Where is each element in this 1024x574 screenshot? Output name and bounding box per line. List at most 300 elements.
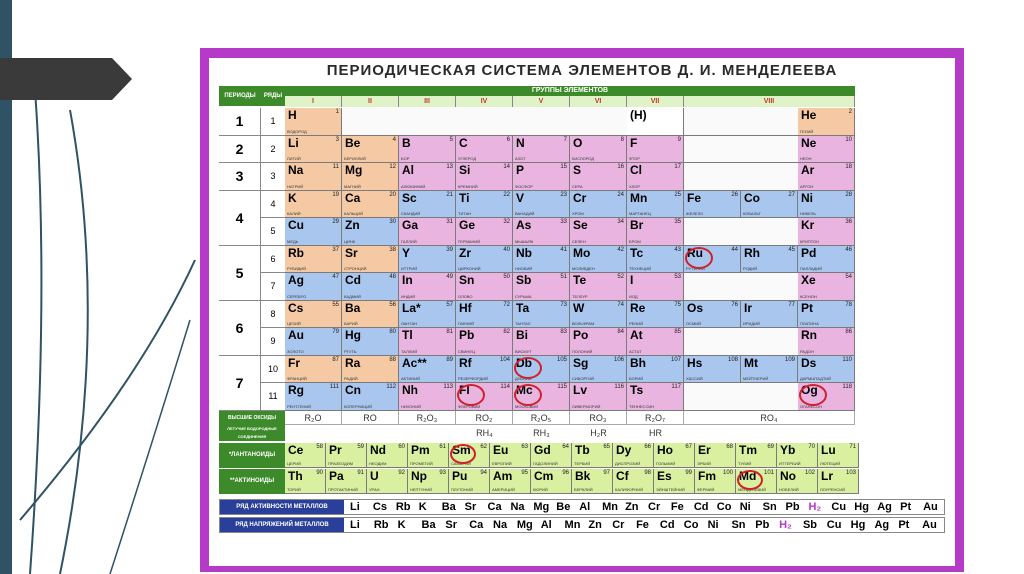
atomic-number: 45 [788,246,795,253]
oxide-formula: R₂O [285,411,342,425]
element-Pm[interactable] [408,443,449,468]
element-Mg[interactable] [342,163,399,191]
element-Ru[interactable] [684,246,741,274]
element-symbol: Mt [744,355,758,370]
atomic-number: 64 [562,443,569,450]
element-Ca[interactable] [342,191,399,219]
highlight-circle [514,384,542,406]
element-symbol: N [516,135,525,150]
element-symbol: Pu [452,468,468,483]
element-name: ИТТЕРБИЙ [779,460,801,466]
element-name: УРАН [369,486,380,492]
element-name: ПАЛЛАДИЙ [800,266,823,271]
element-symbol: Ni [801,190,813,205]
element-symbol: Co [744,190,760,205]
element-name: АЗОТ [515,156,526,161]
element-Cu[interactable] [285,218,342,246]
atomic-number: 84 [617,329,624,335]
element-Hs[interactable] [684,356,741,384]
hydride-formula: RH₃ [513,425,570,441]
element-symbol: S [573,163,582,177]
series-symbol: Cu [826,518,842,531]
element-O[interactable] [570,136,627,164]
element-name: РУТЕНИЙ [686,266,705,271]
element-B[interactable] [399,136,456,164]
series-symbol: Li [350,500,360,513]
element-Sg[interactable] [570,356,627,384]
element-name: БОР [401,156,410,161]
element-name: ПОЛОНИЙ [572,348,593,354]
atomic-number: 116 [614,384,624,390]
element-name: ГАФНИЙ [458,321,475,326]
element-name: МАГНИЙ [344,183,361,189]
series-symbol: Au [923,500,938,513]
element-symbol: U [370,468,379,483]
element-He[interactable] [798,108,855,136]
element-Tc[interactable] [627,246,684,274]
element-Pb[interactable] [456,328,513,356]
element-Gd[interactable] [531,443,572,468]
row-number: 3 [261,163,285,191]
element-name: ФЕРМИЙ [697,486,715,492]
element-Th[interactable] [285,469,326,494]
element-Te[interactable] [570,273,627,301]
element-Re[interactable] [627,301,684,329]
element-name: БРОМ [629,238,641,244]
element-Cm[interactable] [531,469,572,494]
element-Pu[interactable] [449,469,490,494]
element-Os[interactable] [684,301,741,329]
element-symbol: Cs [288,300,304,315]
element-name: СТРОНЦИЙ [344,266,367,271]
atomic-number: 17 [674,164,681,170]
element-name: ЛОУРЕНСИЙ [820,486,846,492]
element-Pt[interactable] [798,301,855,329]
element-symbol: Al [402,163,414,177]
element-Db[interactable] [513,356,570,384]
element-symbol: La* [402,300,421,315]
atomic-number: 110 [842,356,852,363]
element-Cd[interactable] [342,273,399,301]
element-Mc[interactable] [513,383,570,411]
element-Sn[interactable] [456,273,513,301]
element-name: МАРГАНЕЦ [629,211,651,216]
atomic-number: 48 [389,274,396,280]
oxide-formula: R₂O₅ [513,411,570,425]
atomic-number: 52 [617,274,624,280]
element-Ga[interactable] [399,218,456,246]
element-symbol: Y [402,245,411,260]
element-name: ФРАНЦИЙ [287,376,307,381]
element-symbol: Am [493,468,513,483]
element-name: ПРОМЕТИЙ [410,460,433,466]
element-symbol: Cr [573,190,587,205]
actinides-label: **АКТИНОИДЫ [219,469,285,494]
element-Ts[interactable] [627,383,684,411]
element-symbol: W [573,300,585,315]
atomic-number: 12 [389,164,396,170]
element-name: ЦЕРИЙ [287,460,302,466]
element-Fr[interactable] [285,356,342,384]
element-Ce[interactable] [285,443,326,468]
element-Sr[interactable] [342,246,399,274]
atomic-number: 11 [332,164,339,170]
atomic-number: 56 [389,301,396,308]
poster-inner [209,58,955,566]
element-Ac[interactable] [399,356,456,384]
element-Yb[interactable] [777,443,818,468]
element-name: ЦЕЗИЙ [287,321,301,326]
element-As[interactable] [513,218,570,246]
element-name: РТУТЬ [344,348,357,354]
element-symbol: Hf [459,300,472,315]
atomic-number: 25 [674,191,681,198]
atomic-number: 6 [506,136,510,143]
element-Es[interactable] [654,469,695,494]
element-name: МЫШЬЯК [515,238,534,244]
atomic-number: 100 [722,469,733,476]
period-number: 7 [219,356,261,411]
element-Sm[interactable] [449,443,490,468]
element-Ti[interactable] [456,191,513,219]
element-Rg[interactable] [285,383,342,411]
element-name: МЕЙТНЕРИЙ [743,376,769,381]
element-symbol: Hg [345,328,361,342]
group-label-IV: IV [456,96,513,107]
element-Ra[interactable] [342,356,399,384]
atomic-number: 86 [845,329,852,335]
element-name: РОДИЙ [743,266,758,271]
element-Po[interactable] [570,328,627,356]
element-Cl[interactable] [627,163,684,191]
element-Au[interactable] [285,328,342,356]
element-Md[interactable] [736,469,777,494]
element-W[interactable] [570,301,627,329]
element-Ar[interactable] [798,163,855,191]
element-Fm[interactable] [695,469,736,494]
atomic-number: 73 [560,301,567,308]
element-symbol: Zn [345,218,360,232]
atomic-number: 65 [603,443,610,450]
element-symbol: Br [630,218,644,232]
atomic-number: 27 [788,191,795,198]
group-label-VI: VI [570,96,627,107]
element-Ta[interactable] [513,301,570,329]
element-Fe[interactable] [684,191,741,219]
element-Er[interactable] [695,443,736,468]
element-symbol: Na [288,163,304,177]
element-symbol: Ho [657,442,673,457]
atomic-number: 66 [644,443,651,450]
element-symbol: Ts [630,383,644,397]
element-Hf[interactable] [456,301,513,329]
element-Mo[interactable] [570,246,627,274]
element-name: ЭРБИЙ [697,460,711,466]
element-Rf[interactable] [456,356,513,384]
element-Pd[interactable] [798,246,855,274]
atomic-number: 104 [499,356,510,363]
element-Ds[interactable] [798,356,855,384]
atomic-number: 108 [727,356,738,363]
element-symbol: Fl [459,383,470,397]
element-symbol: Ta [516,300,530,315]
element-symbol: Se [573,218,588,232]
element-name: РАДИЙ [344,376,358,381]
element-symbol: Er [698,442,711,457]
element-symbol: Rf [459,355,472,370]
element-Be[interactable] [342,136,399,164]
series-symbol: Ag [877,500,892,513]
series-symbol: Cs [372,500,387,513]
atomic-number: 74 [617,301,624,308]
element-symbol: Ir [744,300,753,315]
element-symbol: Os [687,300,704,315]
element-Cn[interactable] [342,383,399,411]
period-number: 1 [219,108,261,136]
voltage-series-bar [219,517,945,533]
element-Lr[interactable] [818,469,859,494]
element-H[interactable] [285,108,342,136]
series-symbol: H₂ [779,518,792,531]
element-U[interactable] [367,469,408,494]
highlight-circle [514,357,542,379]
element-name: БЕРКЛИЙ [574,486,593,492]
atomic-number: 31 [446,219,453,225]
element-S[interactable] [570,163,627,191]
element-symbol: Sc [402,190,417,205]
atomic-number: 55 [332,301,339,308]
element-Li[interactable] [285,136,342,164]
element-symbol: At [630,328,643,342]
element-symbol: Tl [402,328,413,342]
element-Rn[interactable] [798,328,855,356]
element-C[interactable] [456,136,513,164]
element-name: ТАЛЛИЙ [401,348,418,354]
element-symbol: Mo [573,245,591,260]
element-symbol: Cu [288,218,304,232]
series-symbol: Rb [395,500,411,513]
series-symbol: K [397,518,406,531]
atomic-number: 112 [386,384,396,390]
element-name: ЭЙНШТЕЙНИЙ [656,486,685,492]
element-La[interactable] [399,301,456,329]
element-symbol: O [573,135,583,150]
element-Fl[interactable] [456,383,513,411]
row-number: 1 [261,108,285,136]
element-Si[interactable] [456,163,513,191]
element-Br[interactable] [627,218,684,246]
element-name: ПРАЗЕОДИМ [328,460,353,466]
element-Y[interactable] [399,246,456,274]
element-Rh[interactable] [741,246,798,274]
series-symbol: Pt [900,500,912,513]
element-name: КИСЛОРОД [572,156,595,161]
series-symbol: Sb [802,518,818,531]
atomic-number: 90 [316,469,323,476]
element-Nh[interactable] [399,383,456,411]
element-name: МЕДЬ [287,238,299,244]
element-Tl[interactable] [399,328,456,356]
series-symbol: Ag [874,518,890,531]
element-symbol: Tc [630,245,644,260]
oxide-formula: R₂O₇ [627,411,684,425]
element-name: СЕРА [572,183,583,189]
element-Dy[interactable] [613,443,654,468]
element-Pr[interactable] [326,443,367,468]
series-label: РЯД НАПРЯЖЕНИЙ МЕТАЛЛОВ [220,518,344,532]
element-Kr[interactable] [798,218,855,246]
element-Np[interactable] [408,469,449,494]
element-Tb[interactable] [572,443,613,468]
element-Zr[interactable] [456,246,513,274]
element-Al[interactable] [399,163,456,191]
element-Ag[interactable] [285,273,342,301]
element-Se[interactable] [570,218,627,246]
element-symbol: Te [573,273,587,287]
atomic-number: 76 [731,301,738,308]
element-symbol: Rb [288,245,304,260]
period-number: 6 [219,301,261,356]
element-name: РАДОН [800,348,814,354]
element-Mn[interactable] [627,191,684,219]
element-symbol: Pd [801,245,817,260]
series-symbol: Sr [464,500,477,513]
element-P[interactable] [513,163,570,191]
element-N[interactable] [513,136,570,164]
atomic-number: 70 [808,443,815,450]
highlight-circle [450,444,476,464]
element-Nb[interactable] [513,246,570,274]
element-symbol: As [516,218,532,232]
atomic-number: 67 [685,443,692,450]
element-Hg[interactable] [342,328,399,356]
periods-label: ПЕРИОДЫ [219,86,261,106]
series-symbol: Na [510,500,525,513]
atomic-number: 88 [389,356,396,363]
element-name: СКАНДИЙ [401,211,421,216]
element-Ge[interactable] [456,218,513,246]
element-Ni[interactable] [798,191,855,219]
atomic-number: 47 [332,274,339,280]
element-symbol: Sb [516,273,532,287]
row-number: 9 [261,328,285,356]
element-Og[interactable] [798,383,855,411]
element-name: ХРОМ [572,211,584,216]
element-Xe[interactable] [798,273,855,301]
element-V[interactable] [513,191,570,219]
element-name: ИОД [629,293,638,299]
group-label-I: I [285,96,342,107]
element-name: МОСКОВИЙ [515,403,539,409]
atomic-number: 20 [389,191,396,198]
element-symbol: Og [801,383,818,397]
element-name: НИХОНИЙ [401,403,422,409]
element-name: КАЛИЙ [287,211,301,216]
atomic-number: 41 [560,246,567,253]
element-name: ЛАНТАН [401,321,418,326]
element-name: РЕЗЕРФОРДИЙ [458,376,488,381]
element-Eu[interactable] [490,443,531,468]
element-Lv[interactable] [570,383,627,411]
element-In[interactable] [399,273,456,301]
element-No[interactable] [777,469,818,494]
element-symbol: I [630,273,634,287]
element-Ba[interactable] [342,301,399,329]
element-name: ДУБНИЙ [515,376,532,381]
series-symbol: Mg [533,500,550,513]
hydrides-label: ЛЕТУЧИЕ ВОДОРОДНЫЕ СОЕДИНЕНИЯ [219,425,285,441]
element-Ho[interactable] [654,443,695,468]
row-number: 10 [261,356,285,384]
element-name: ТЕРБИЙ [574,460,591,466]
poster-title: ПЕРИОДИЧЕСКАЯ СИСТЕМА ЭЛЕМЕНТОВ Д. И. МЕНДЕЛЕЕВА [326,62,838,79]
element-name: КЮРИЙ [533,486,548,492]
element-F[interactable] [627,136,684,164]
element-At[interactable] [627,328,684,356]
element-I[interactable] [627,273,684,301]
element-Nd[interactable] [367,443,408,468]
element-symbol: Sg [573,355,589,370]
element-name: ТЕХНЕЦИЙ [629,266,652,271]
element-name: КАЛИФОРНИЙ [615,486,644,492]
element-Cf[interactable] [613,469,654,494]
element-Mt[interactable] [741,356,798,384]
element-Pa[interactable] [326,469,367,494]
element-symbol: Nb [516,245,532,260]
atomic-number: 71 [849,443,856,450]
periodic-table-poster [200,48,964,572]
atomic-number: 75 [674,301,681,308]
atomic-number: 10 [845,136,852,143]
element-symbol: Si [459,163,471,177]
element-Lu[interactable] [818,443,859,468]
element-Cr[interactable] [570,191,627,219]
element-Bk[interactable] [572,469,613,494]
element-name: ИНДИЙ [401,293,416,299]
element-symbol: Ru [687,245,703,260]
element-Ir[interactable] [741,301,798,329]
element-Cs[interactable] [285,301,342,329]
element-Rb[interactable] [285,246,342,274]
period-number: 5 [219,246,261,301]
element-name: НЕОДИМ [369,460,387,466]
atomic-number: 2 [848,109,852,115]
atomic-number: 7 [563,136,567,143]
series-symbol: Cd [693,500,709,513]
element-Sc[interactable] [399,191,456,219]
element-Na[interactable] [285,163,342,191]
atomic-number: 81 [446,329,453,335]
element-Bi[interactable] [513,328,570,356]
element-symbol: Ra [345,355,361,370]
element-H[interactable] [627,108,684,136]
element-Zn[interactable] [342,218,399,246]
element-Tm[interactable] [736,443,777,468]
atomic-number: 106 [613,356,624,363]
element-Bh[interactable] [627,356,684,384]
element-Co[interactable] [741,191,798,219]
element-name: ТЕЛЛУР [572,293,588,299]
atomic-number: 22 [503,191,510,198]
element-K[interactable] [285,191,342,219]
highlight-circle [685,247,713,269]
series-symbol: Sn [731,518,746,531]
element-Am[interactable] [490,469,531,494]
element-name: НАТРИЙ [287,183,304,189]
series-symbol: Be [556,500,571,513]
element-Sb[interactable] [513,273,570,301]
element-Ne[interactable] [798,136,855,164]
